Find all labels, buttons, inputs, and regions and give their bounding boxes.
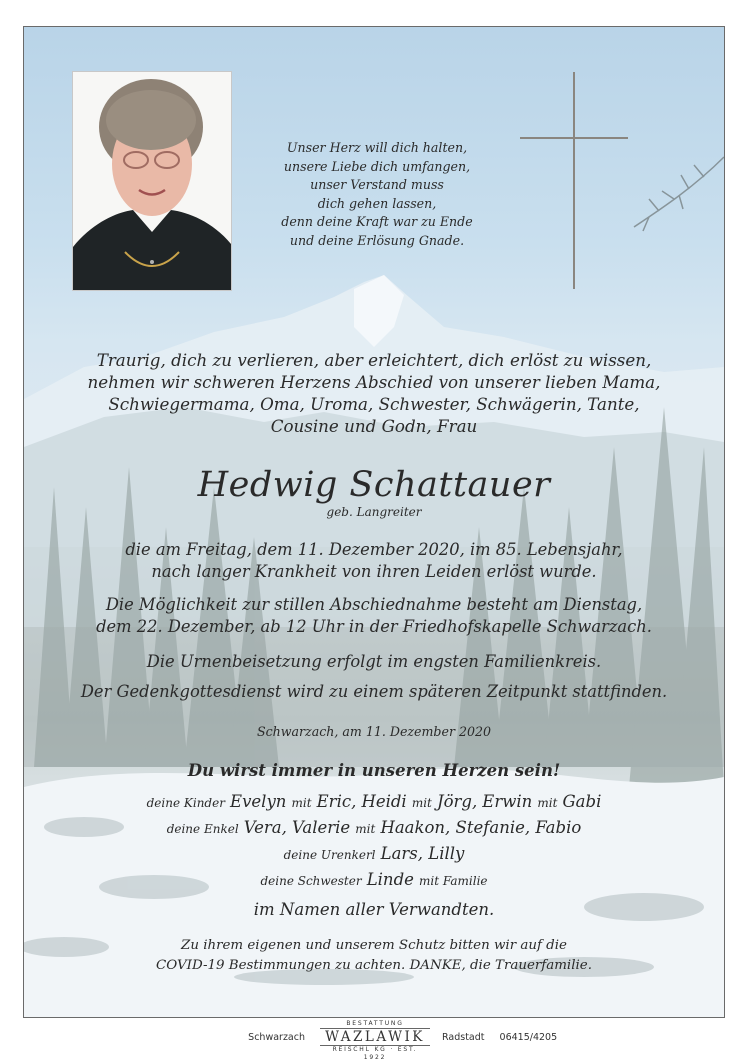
grandchild-name: Haakon, Stefanie, Fabio <box>380 818 582 837</box>
child-name: Eric, <box>316 792 357 811</box>
portrait-photo <box>73 72 231 290</box>
intro-line: Schwiegermama, Oma, Uroma, Schwester, Schwägerin, Tante, <box>108 394 640 414</box>
place-and-date: Schwarzach, am 11. Dezember 2020 <box>256 724 492 739</box>
death-announcement <box>24 539 724 583</box>
poem <box>262 139 492 251</box>
notice-line: Zu ihrem eigenen und unserem Schutz bitten wir auf die <box>181 938 567 953</box>
obituary-card <box>23 26 725 1018</box>
children-label: deine Kinder <box>146 796 225 810</box>
portrait-image <box>73 72 231 290</box>
sister-label: deine Schwester <box>260 874 362 888</box>
motto: Du wirst immer in unseren Herzen sein! <box>187 761 561 780</box>
intro-line: nehmen wir schweren Herzens Abschied von unserer lieben Mama, <box>87 372 661 392</box>
logo-top-text: BESTATTUNG <box>346 1020 404 1027</box>
sister-suffix: mit Familie <box>419 874 488 888</box>
urn-burial-info: Die Urnenbeisetzung erfolgt im engsten Familienkreis. <box>146 652 602 671</box>
family-row-children <box>24 789 724 815</box>
funeral-home-logo <box>320 1020 430 1062</box>
notice-line: COVID-19 Bestimmungen zu achten. DANKE, die Trauerfamilie. <box>156 958 592 973</box>
cross-icon <box>520 72 630 292</box>
child-name: Erwin <box>482 792 533 811</box>
logo-bottom-text: REISCHL KG · EST. 1922 <box>332 1046 418 1061</box>
covid-notice <box>24 936 724 976</box>
connector-word: mit <box>355 822 376 836</box>
intro-line: Cousine und Godn, Frau <box>270 416 478 436</box>
child-name: Gabi <box>562 792 602 811</box>
connector-word: mit <box>291 796 312 810</box>
child-name: Jörg, <box>436 792 478 811</box>
farewell-info <box>24 594 724 638</box>
poem-line: dich gehen lassen, <box>317 195 437 211</box>
grandchild-name: Vera, <box>243 818 287 837</box>
poem-line: unser Verstand muss <box>310 177 444 193</box>
intro-line: Traurig, dich zu verlieren, aber erleichtert, dich erlöst zu wissen, <box>96 350 652 370</box>
poem-line: Unser Herz will dich halten, <box>286 140 468 155</box>
memorial-service-info: Der Gedenkgottesdienst wird zu einem späteren Zeitpunkt stattfinden. <box>80 682 668 701</box>
child-name: Heidi <box>361 792 407 811</box>
poem-line: unsere Liebe dich umfangen, <box>283 158 471 174</box>
footer-city-right: Radstadt <box>442 1032 485 1043</box>
intro-text <box>24 349 724 437</box>
funeral-home-footer <box>0 1017 750 1061</box>
footer-right <box>442 1032 557 1043</box>
relatives-line: im Namen aller Verwandten. <box>253 900 495 919</box>
birth-name: geb. Langreiter <box>326 505 422 519</box>
death-line: nach langer Krankheit von ihren Leiden erlöst wurde. <box>151 562 597 581</box>
connector-word: mit <box>537 796 558 810</box>
logo-brand-text: WAZLAWIK <box>320 1028 430 1046</box>
grandchild-name: Valerie <box>291 818 351 837</box>
sister-name: Linde <box>366 870 414 889</box>
great-grandchild-names: Lars, Lilly <box>380 844 465 863</box>
family-list <box>24 789 724 893</box>
poem-line: denn deine Kraft war zu Ende <box>281 214 473 230</box>
family-row-grandchildren <box>24 815 724 841</box>
footer-phone: 06415/4205 <box>499 1032 558 1043</box>
farewell-line: dem 22. Dezember, ab 12 Uhr in der Friedhofskapelle Schwarzach. <box>96 617 652 636</box>
child-name: Evelyn <box>230 792 287 811</box>
great-grandchildren-label: deine Urenkerl <box>283 848 376 862</box>
farewell-line: Die Möglichkeit zur stillen Abschiednahme besteht am Dienstag, <box>105 595 643 614</box>
footer-city-left: Schwarzach <box>248 1032 305 1043</box>
family-row-sister <box>24 867 724 893</box>
death-line: die am Freitag, dem 11. Dezember 2020, im 85. Lebensjahr, <box>125 540 623 559</box>
poem-line: und deine Erlösung Gnade. <box>289 232 465 248</box>
grandchildren-label: deine Enkel <box>166 822 239 836</box>
family-row-great-grandchildren <box>24 841 724 867</box>
connector-word: mit <box>411 796 432 810</box>
deceased-name: Hedwig Schattauer <box>197 465 551 505</box>
